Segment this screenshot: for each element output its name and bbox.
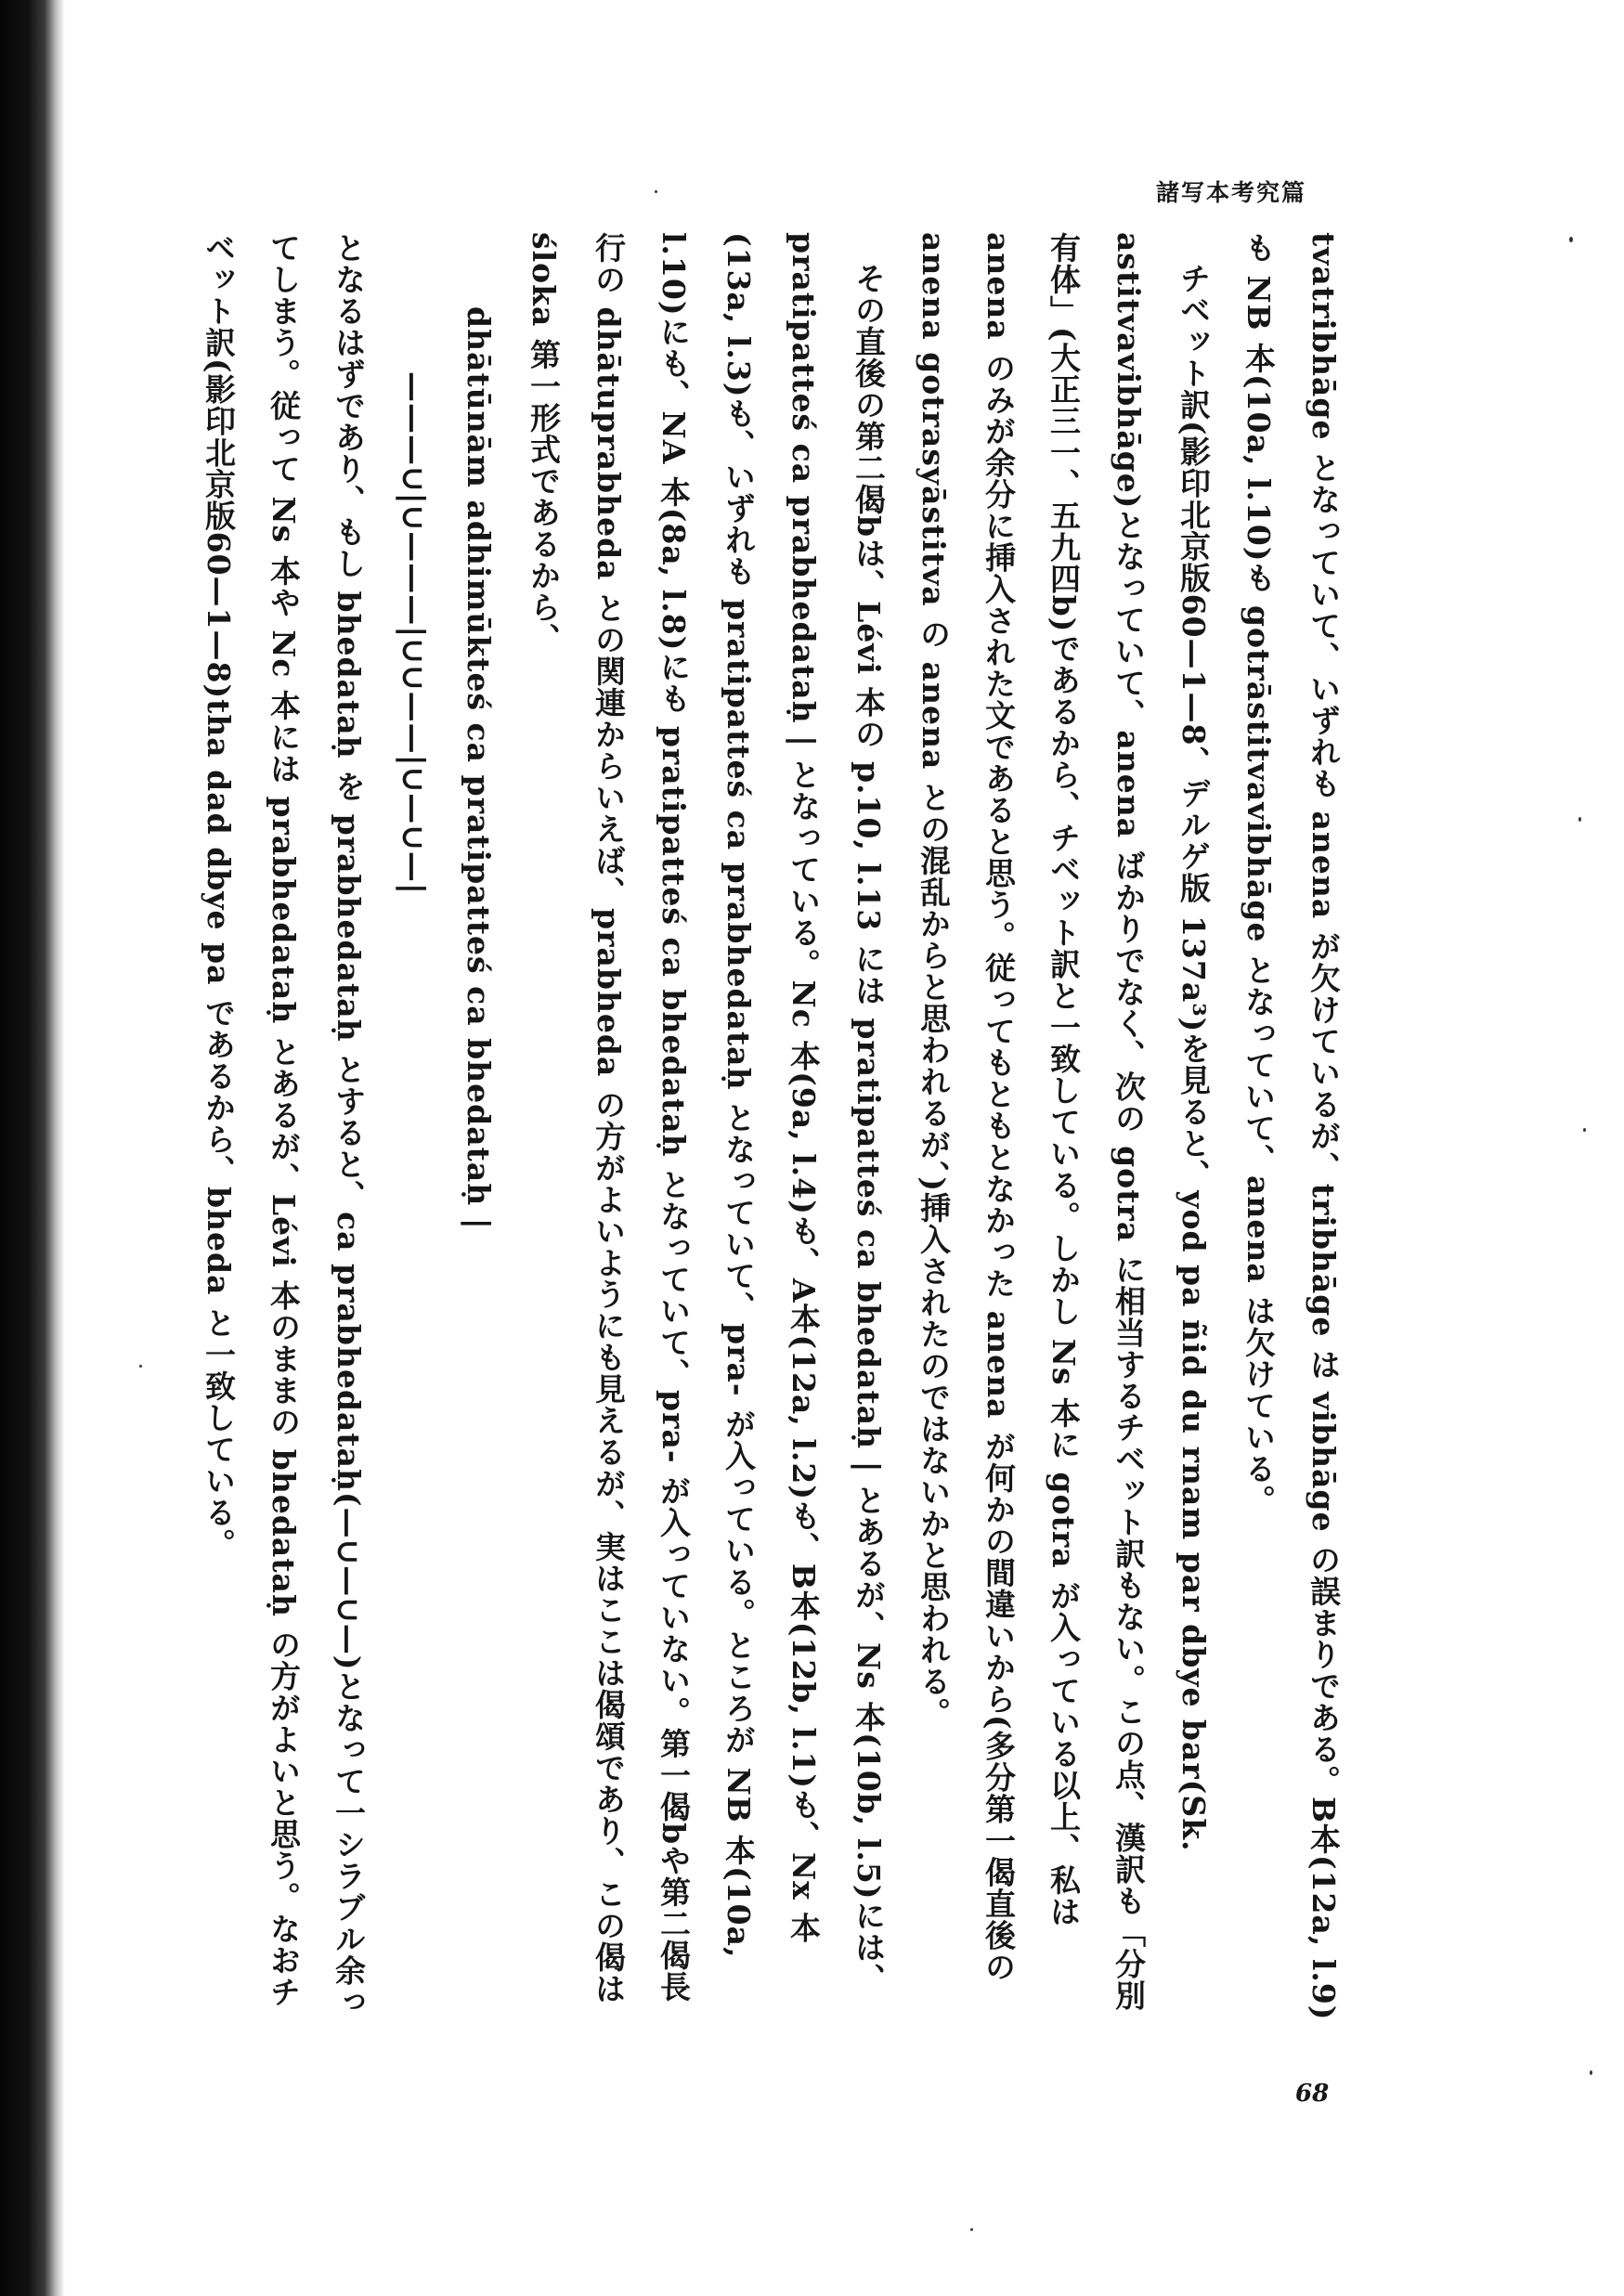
- paragraph-4: となるはずであり、もし bhedataḥ を prabhedataḥ とすると、ca prabhedataḥ(—∪—∪—)となって一シラブル余ってしまう。従って Ns 本や Nc 本には prabhedataḥ とあるが、Lévi 本のままの bhedataḥ の方がよいと思う。なおチベット訳(影印北京版60—1—8)tha dad dbye pa であるから、bheda と一致している。: [201, 232, 367, 2018]
- paragraph-2: チベット訳(影印北京版60—1—8、デルゲ版 137a³)を見ると、yod pa ñid du rnam par dbye bar(Sk. astitvavibhāge)となっていて、anena ばかりでなく、次の gotra に相当するチベット訳もない。この点、漢訳も「分別有体」(大正三一、五九四b)であるから、チベット訳と一致している。しかし Ns 本に gotra が入っている以上、私は anena のみが余分に挿入された文であると思う。従ってもともとなかった anena が何かの間違いから(多分第一偈直後の anena gotrasyāstitva の anena との混乱からと思われるが、)挿入されたのではないかと思われる。: [916, 232, 1212, 2012]
- scan-binding-shadow: [0, 0, 65, 2296]
- paragraph-1: tvatribhāge となっていて、いずれも anena が欠けているが、tribhāge は vibhāge の誤まりである。B本(12a, l.9)も NB 本(10a, l.10)も gotrāstitvavibhāge となっていて、anena は欠けている。: [1241, 232, 1342, 2021]
- paragraph-3: その直後の第二偈bは、Lévi 本の p.10, l.13 には pratipatteś ca bhedataḥ | とあるが、Ns 本(10b, l.5)には、pratipatteś ca prabhedataḥ | となっている。Nc 本(9a, l.4)も、A本(12a, l.2)も、B本(12b, l.1)も、Nx 本(13a, l.3)も、いずれも pratipatteś ca prabhedataḥ となっていて、pra- が入っている。ところが NB 本(10a, l.10)にも、NA 本(8a, l.8)にも pratipatteś ca bhedataḥ となっていて、pra- が入っていない。第一偈bや第二偈長行の dhātuprabheda との関連からいえば、prabheda の方がよいようにも見えるが、実はここは偈頌であり、この偈は śloka 第一形式であるから、: [526, 232, 887, 2004]
- scan-speck: [655, 190, 657, 193]
- scan-speck: [1583, 1128, 1586, 1132]
- scan-speck: [139, 1365, 142, 1368]
- running-header: 諸写本考究篇: [1156, 179, 1307, 206]
- page-body: [201, 232, 1356, 2024]
- scan-speck: [1579, 817, 1581, 822]
- verse-line: dhātūnām adhimūkteś ca pratipatteś ca bhedataḥ |: [461, 306, 497, 1230]
- scan-speck: [970, 2228, 973, 2231]
- scan-speck: [1590, 2070, 1592, 2075]
- meter-scheme: ———∪|∪———|∪∪——|∪—∪—|: [396, 371, 432, 895]
- page-number: 68: [1295, 2080, 1330, 2108]
- scan-speck: [1569, 237, 1573, 242]
